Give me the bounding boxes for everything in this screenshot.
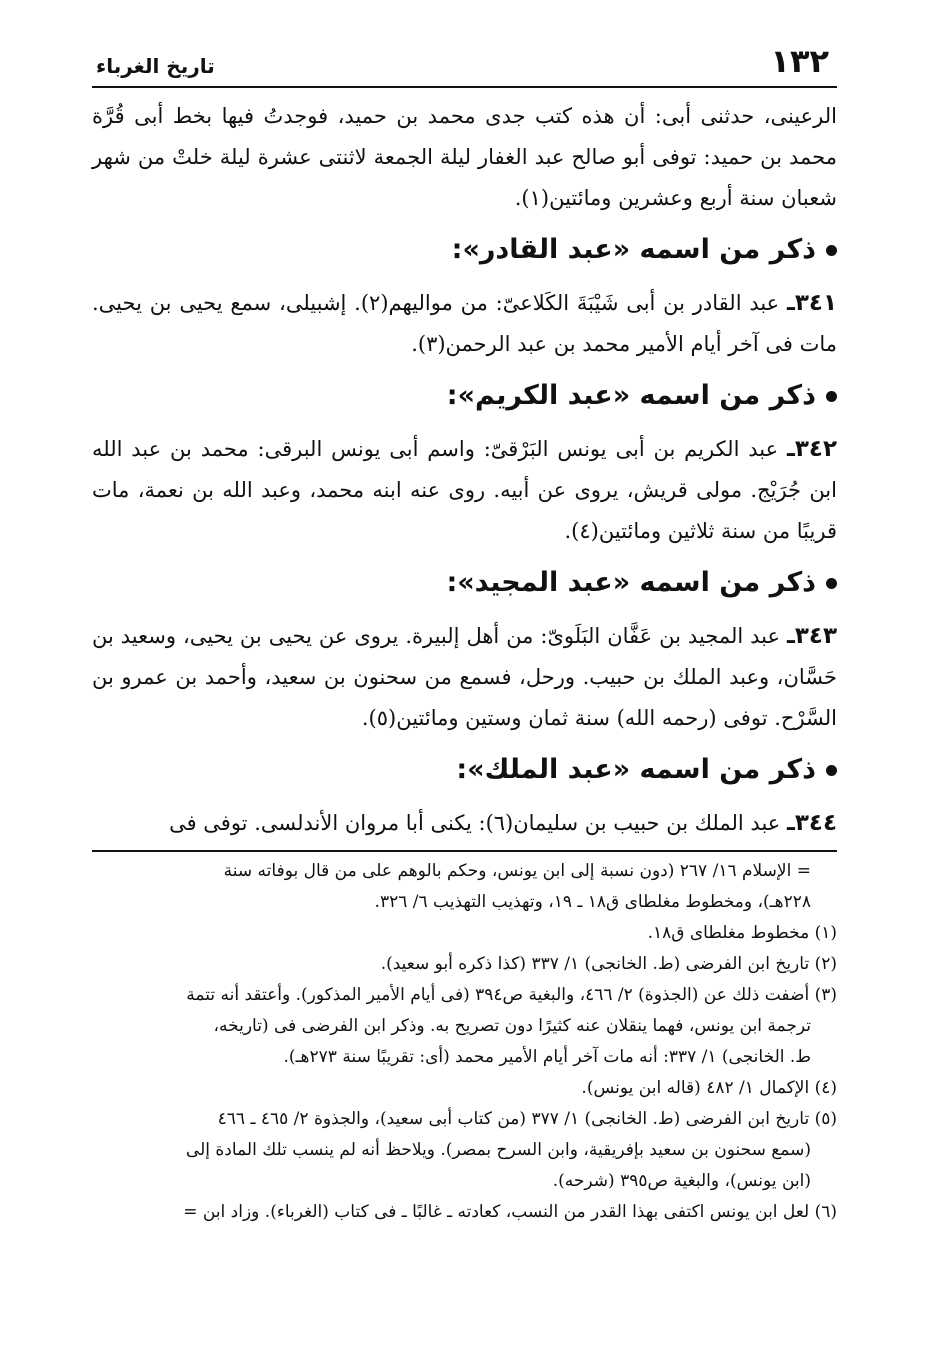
- main-text: [92, 96, 837, 844]
- running-head: [92, 40, 837, 88]
- bullet-icon: [826, 245, 837, 256]
- entry-344: [92, 803, 837, 844]
- section-heading-text: ذكر من اسمه «عبد الملك»:: [456, 754, 816, 785]
- entry-342: [92, 429, 837, 552]
- footnote-6: (٦) لعل ابن يونس اكتفى بهذا القدر من النسب، كعادته ـ غالبًا ـ فى كتاب (الغرباء). وزاد ابن =: [183, 1202, 837, 1222]
- section-heading-text: ذكر من اسمه «عبد الكريم»:: [446, 380, 816, 411]
- section-heading-abd-al-qadir: [92, 225, 837, 275]
- footnote-5-line: (سمع سحنون بن سعيد بإفريقية، وابن السرح بمصر). ويلاحظ أنه لم ينسب تلك المادة إلى: [185, 1140, 811, 1160]
- footnote-3-line: ط. الخانجى) ١/ ٣٣٧: أنه مات آخر أيام الأمير محمد (أى: تقريبًا سنة ٢٧٣هـ).: [283, 1047, 811, 1067]
- entry-number: ٣٤٤ـ: [787, 810, 837, 836]
- footnote-2: (٢) تاريخ ابن الفرضى (ط. الخانجى) ١/ ٣٣٧ (كذا ذكره أبو سعيد).: [380, 954, 837, 974]
- entry-343: [92, 616, 837, 739]
- section-heading-abd-al-karim: [92, 371, 837, 421]
- page-number: ١٣٢: [770, 42, 829, 80]
- footnotes: [92, 850, 837, 1228]
- footnote-continued-line: = الإسلام ١٦/ ٢٦٧ (دون نسبة إلى ابن يونس، وحكم بالوهم على من قال بوفاته سنة: [223, 861, 811, 881]
- book-page: [92, 40, 837, 1228]
- footnote-5: (٥) تاريخ ابن الفرضى (ط. الخانجى) ١/ ٣٧٧ (من كتاب أبى سعيد)، والجذوة ٢/ ٤٦٥ ـ ٤٦٦: [217, 1109, 837, 1129]
- entry-341: [92, 283, 837, 365]
- bullet-icon: [826, 578, 837, 589]
- footnote-4: (٤) الإكمال ١/ ٤٨٢ (قاله ابن يونس).: [581, 1078, 837, 1098]
- entry-number: ٣٤٢ـ: [787, 436, 837, 462]
- footnote-3-line: ترجمة ابن يونس، فهما ينقلان عنه كثيرًا دون تصريح به. وذكر ابن الفرضى فى (تاريخه،: [213, 1016, 811, 1036]
- section-heading-text: ذكر من اسمه «عبد القادر»:: [451, 234, 816, 265]
- footnote-5-line: (ابن يونس)، والبغية ص٣٩٥ (شرحه).: [552, 1171, 811, 1191]
- section-heading-abd-al-malik: [92, 745, 837, 795]
- entry-text: عبد المجيد بن عَفَّان البَلَوىّ: من أهل إلبيرة. يروى عن يحيى بن يحيى، وسعيد بن حَسَّان، وعبد الملك بن حبيب. ورحل، فسمع من سحنون بن سعيد، وأحمد بن عمرو بن السَّرْح. توفى (رحمه الله) سنة ثمان وستين ومائتين(٥).: [92, 624, 837, 730]
- entry-text: عبد الكريم بن أبى يونس البَرْقىّ: واسم أبى يونس البرقى: محمد بن عبد الله ابن جُرَيْج. مولى قريش، يروى عن أبيه. روى عنه ابنه محمد، وعبد الله بن نعمة، مات قريبًا من سنة ثلاثين ومائتين(٤).: [92, 437, 837, 543]
- footnote-1: (١) مخطوط مغلطاى ق١٨.: [647, 923, 837, 943]
- section-heading-text: ذكر من اسمه «عبد المجيد»:: [446, 567, 816, 598]
- footnote-3: (٣) أضفت ذلك عن (الجذوة) ٢/ ٤٦٦، والبغية ص٣٩٤ (فى أيام الأمير المذكور). وأعتقد أنه تتمة: [186, 985, 837, 1005]
- intro-paragraph: الرعينى، حدثنى أبى: أن هذه كتب جدى محمد بن حميد، فوجدتُ فيها بخط أبى قُرَّة محمد بن حميد: توفى أبو صالح عبد الغفار ليلة الجمعة لاثنتى عشرة ليلة خلتْ من شهر شعبان سنة أربع وعشرين ومائتين(١).: [92, 104, 837, 210]
- section-heading-abd-al-majid: [92, 558, 837, 608]
- bullet-icon: [826, 391, 837, 402]
- entry-number: ٣٤١ـ: [787, 290, 837, 316]
- bullet-icon: [826, 765, 837, 776]
- entry-number: ٣٤٣ـ: [787, 623, 837, 649]
- entry-text: عبد الملك بن حبيب بن سليمان(٦): يكنى أبا مروان الأندلسى. توفى فى: [169, 811, 787, 835]
- running-title: تاريخ الغرباء: [96, 54, 215, 78]
- footnote-continued-line: ٢٢٨هـ)، ومخطوط مغلطاى ق١٨ ـ ١٩، وتهذيب التهذيب ٦/ ٣٢٦.: [374, 892, 811, 912]
- entry-text: عبد القادر بن أبى شَيْبَةَ الكَلاعىّ: من مواليهم(٢). إشبيلى، سمع يحيى بن يحيى. مات فى آخر أيام الأمير محمد بن عبد الرحمن(٣).: [92, 291, 837, 356]
